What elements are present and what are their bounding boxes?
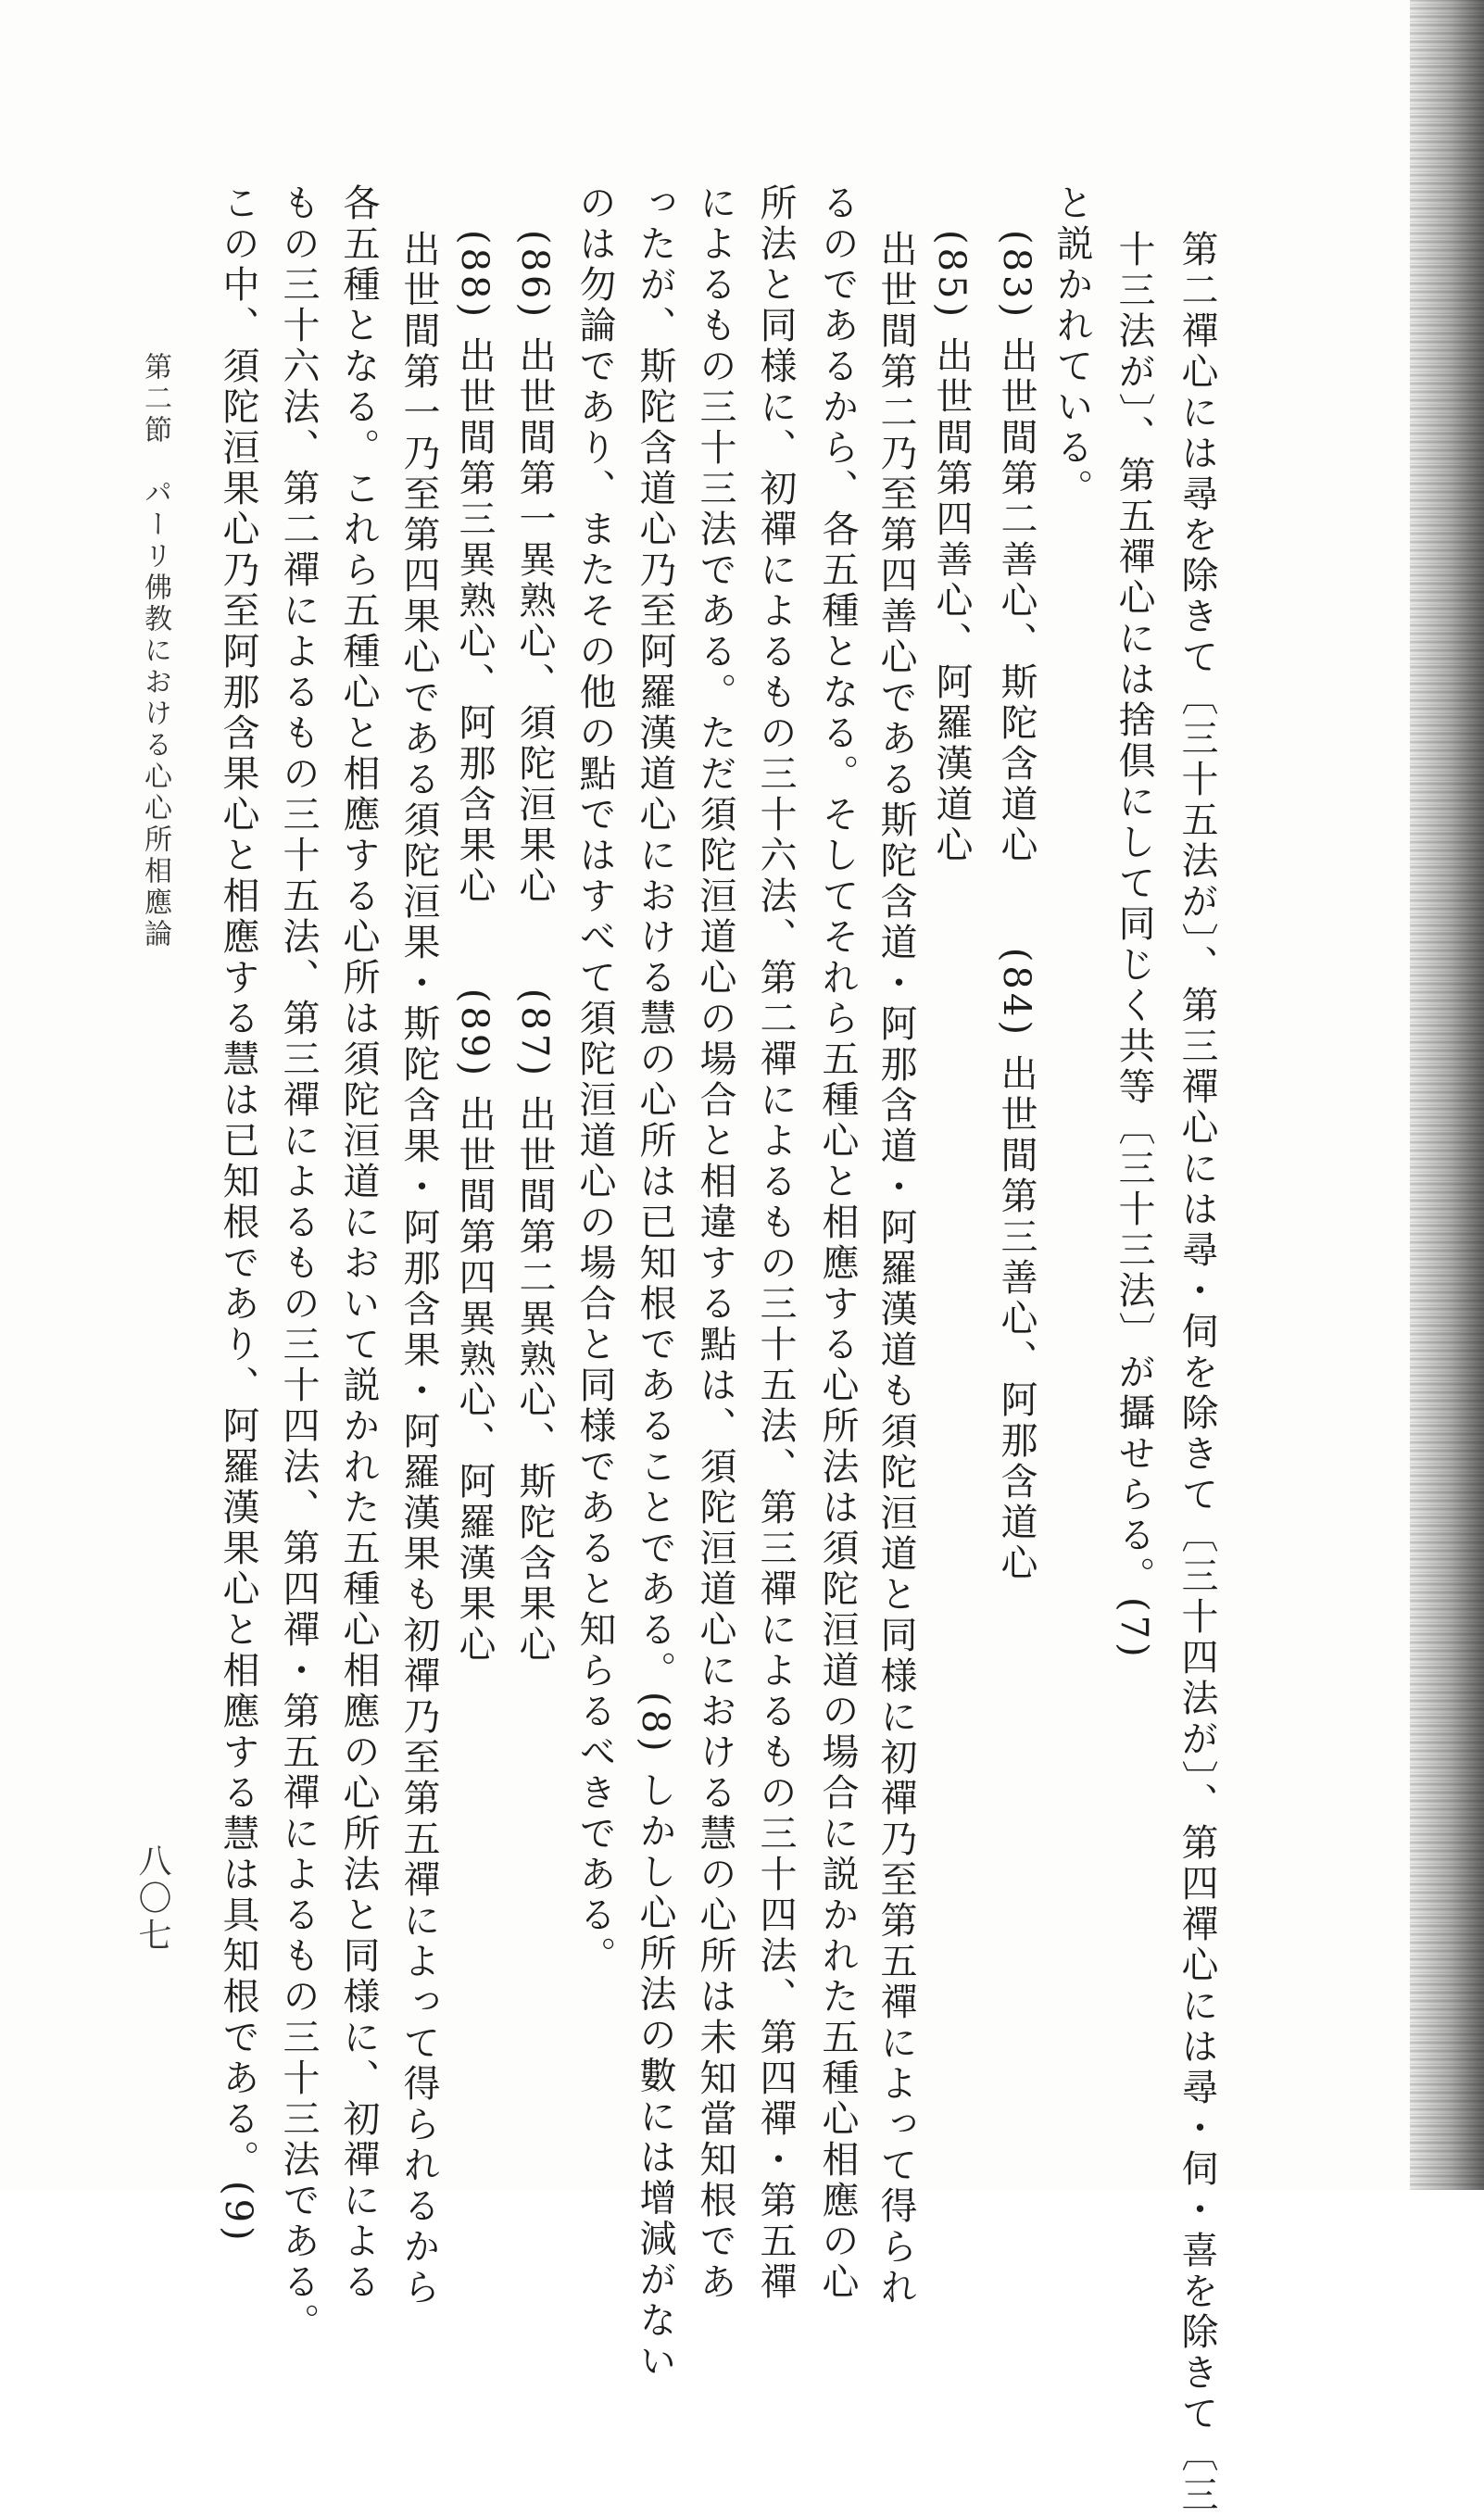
- text-line-1: 第二禪心には尋を除きて〔三十五法が〕、第三禪心には尋・伺を除きて〔三十四法が〕、第四禪心には尋・伺・喜を除きて〔三: [1176, 230, 1218, 2516]
- text-line-5: (85) 出世間第四善心、阿羅漢道心: [930, 230, 973, 866]
- text-line-17: この中、須陀洹果心乃至阿那含果心と相應する慧は已知根であり、阿羅漢果心と相應する慧は具知根である。(9): [217, 183, 259, 2245]
- text-line-8: 所法と同様に、初禪によるもの三十六法、第二禪によるもの三十五法、第三禪によるもの三十四法、第四禪・第五禪: [754, 183, 797, 2303]
- page-edge-shadow: [1410, 0, 1484, 2190]
- text-line-9: によるもの三十三法である。ただ須陀洹道心の場合と相違する點は、須陀洹道心における慧の心所は未知當知根であ: [694, 183, 736, 2303]
- text-line-15: 各五種となる。これら五種心と相應する心所は須陀洹道において説かれた五種心相應の心所法と同様に、初禪による: [337, 183, 380, 2303]
- text-line-6: 出世間第二乃至第四善心である斯陀含道・阿那含道・阿羅漢道も須陀洹道と同様に初禪乃至第五禪によって得られ: [874, 230, 917, 2308]
- running-head: 第二節 パーリ佛教における心心所相應論: [139, 352, 171, 950]
- text-line-7: るのであるから、各五種となる。そしてそれら五種心と相應する心所法は須陀洹道の場合に説かれた五種心相應の心: [816, 183, 859, 2303]
- text-line-12: (86) 出世間第一異熟心、須陀洹果心 (87) 出世間第二異熟心、斯陀含果心: [513, 230, 556, 1666]
- text-line-16: もの三十六法、第二禪によるもの三十五法、第三禪によるもの三十四法、第四禪・第五禪によるもの三十三法である。: [277, 183, 320, 2344]
- text-line-3: と説かれている。: [1050, 183, 1093, 509]
- text-line-13: (88) 出世間第三異熟心、阿那含果心 (89) 出世間第四異熟心、阿羅漢果心: [453, 230, 496, 1666]
- text-line-2: 十三法が〕、第五禪心には捨倶にして同じく共等〔三十三法〕が攝せらる。(7): [1113, 230, 1155, 1661]
- text-line-10: ったが、斯陀含道心乃至阿羅漢道心における慧の心所は已知根であることである。(8) しかし心所法の數には增減がない: [634, 183, 676, 2383]
- text-line-14: 出世間第一乃至第四果心である須陀洹果・斯陀含果・阿那含果・阿羅漢果も初禪乃至第五禪によって得られるから: [397, 230, 440, 2308]
- text-line-11: のは勿論であり、またその他の點ではすべて須陀洹道心の場合と同様であると知らるべきである。: [573, 183, 616, 1977]
- text-line-4: (83) 出世間第二善心、斯陀含道心 (84) 出世間第三善心、阿那含道心: [995, 230, 1038, 1584]
- page-number: 八〇七: [133, 1843, 171, 1955]
